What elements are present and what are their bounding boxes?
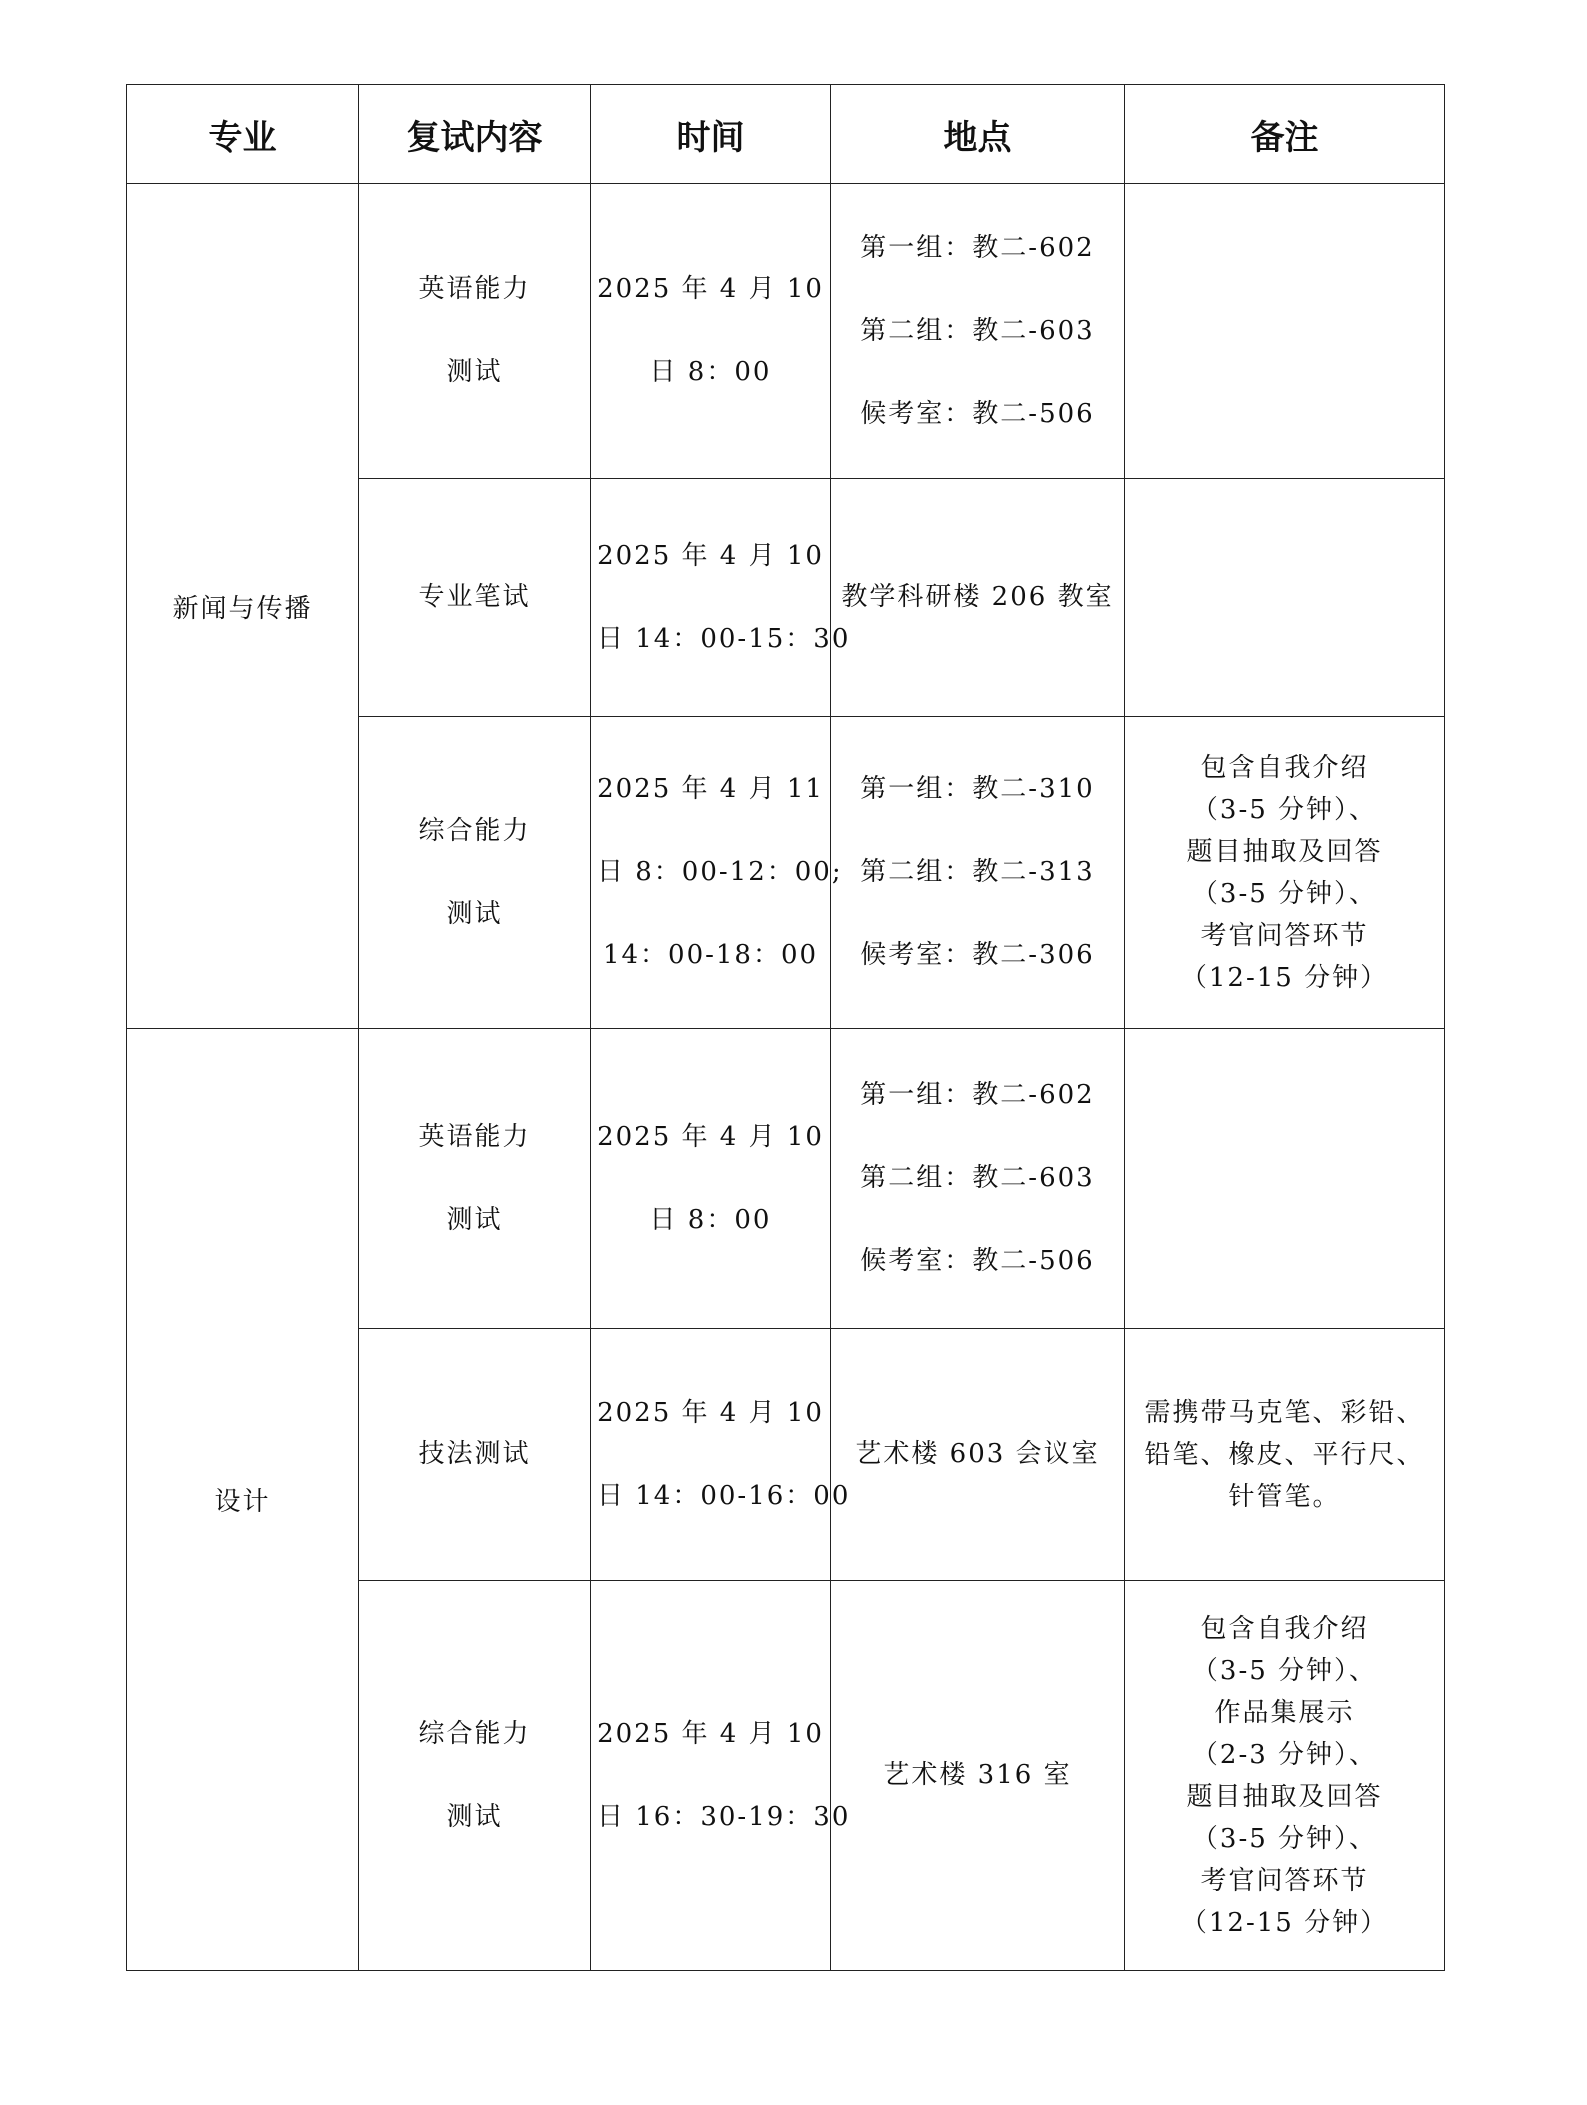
time-cell — [591, 717, 843, 1029]
table-row — [127, 1029, 1445, 1329]
cell-line: 测试 — [446, 1204, 503, 1235]
cell-line: （3-5 分钟）、 — [1191, 1823, 1378, 1854]
place-cell — [831, 1029, 1125, 1329]
header-major: 专业 — [127, 85, 359, 184]
cell-line: 2025 年 4 月 10 — [597, 274, 824, 304]
header-row — [127, 85, 1445, 184]
cell-line: 测试 — [446, 357, 503, 387]
cell-line: （2-3 分钟）、 — [1191, 1739, 1378, 1770]
cell-line: 针管笔。 — [1228, 1481, 1341, 1512]
notes-cell — [1125, 717, 1445, 1029]
cell-line: 测试 — [446, 898, 503, 929]
cell-line: 日 8：00-12：00; — [597, 857, 843, 887]
cell-line: 日 14：00-16：00 — [597, 1480, 851, 1511]
content-cell — [359, 1329, 591, 1581]
cell-line: 作品集展示 — [1214, 1697, 1355, 1728]
cell-line: 考官问答环节 — [1200, 920, 1369, 951]
cell-line: 教学科研楼 206 教室 — [841, 582, 1114, 612]
cell-line: 第二组：教二-603 — [860, 1163, 1095, 1193]
cell-line: 包含自我介绍 — [1200, 1613, 1369, 1644]
header-notes: 备注 — [1125, 85, 1445, 184]
cell-line: 日 8：00 — [649, 1204, 772, 1235]
place-cell — [831, 1581, 1125, 1971]
notes-cell — [1125, 184, 1445, 479]
cell-line: 英语能力 — [418, 1121, 531, 1152]
header-place: 地点 — [831, 85, 1125, 184]
content-cell — [359, 479, 591, 717]
place-cell — [831, 184, 1125, 479]
cell-line: 14：00-18：00 — [602, 940, 819, 970]
cell-line: 候考室：教二-506 — [860, 1246, 1095, 1276]
place-cell — [831, 479, 1125, 717]
cell-line: 2025 年 4 月 10 — [597, 1718, 824, 1749]
cell-line: 技法测试 — [418, 1439, 531, 1469]
time-cell — [591, 184, 831, 479]
table-row — [127, 184, 1445, 479]
notes-cell — [1125, 1329, 1445, 1581]
time-cell — [591, 1581, 851, 1971]
cell-line: 2025 年 4 月 11 — [597, 774, 824, 804]
cell-line: 艺术楼 316 室 — [883, 1760, 1072, 1790]
cell-line: 测试 — [446, 1801, 503, 1832]
header-time: 时间 — [591, 85, 831, 184]
cell-line: 第一组：教二-602 — [860, 1080, 1095, 1110]
content-cell — [359, 184, 591, 479]
place-cell — [831, 1329, 1125, 1581]
cell-line: （3-5 分钟）、 — [1191, 1655, 1378, 1686]
cell-line: 需携带马克笔、彩铅、 — [1144, 1397, 1425, 1428]
time-cell — [591, 1029, 831, 1329]
time-cell — [591, 1329, 851, 1581]
cell-line: 第一组：教二-310 — [860, 774, 1095, 804]
cell-line: 题目抽取及回答 — [1186, 836, 1383, 867]
notes-cell — [1125, 1029, 1445, 1329]
cell-line: 综合能力 — [418, 1718, 531, 1749]
header-content: 复试内容 — [359, 85, 591, 184]
cell-line: （3-5 分钟）、 — [1191, 878, 1378, 909]
content-cell — [359, 1029, 591, 1329]
schedule-body — [127, 184, 1445, 1971]
cell-line: 2025 年 4 月 10 — [597, 1397, 824, 1428]
content-cell — [359, 717, 591, 1029]
cell-line: 候考室：教二-506 — [860, 398, 1095, 429]
cell-line: 候考室：教二-306 — [860, 940, 1095, 970]
cell-line: 2025 年 4 月 10 — [597, 1121, 824, 1152]
notes-cell — [1125, 1581, 1445, 1971]
cell-line: （12-15 分钟） — [1180, 962, 1389, 993]
cell-line: 考官问答环节 — [1200, 1865, 1369, 1896]
cell-line: 第一组：教二-602 — [860, 232, 1095, 263]
place-cell — [831, 717, 1125, 1029]
cell-line: 综合能力 — [418, 815, 531, 846]
cell-line: 日 16：30-19：30 — [597, 1801, 851, 1832]
schedule-table — [126, 84, 1445, 1971]
time-cell — [591, 479, 851, 717]
cell-line: 日 14：00-15：30 — [597, 623, 851, 654]
major-cell: 新闻与传播 — [127, 184, 359, 1029]
cell-line: （12-15 分钟） — [1180, 1907, 1389, 1938]
cell-line: 日 8：00 — [649, 357, 772, 387]
cell-line: 英语能力 — [418, 274, 531, 304]
cell-line: 包含自我介绍 — [1200, 752, 1369, 783]
cell-line: 2025 年 4 月 10 — [597, 540, 824, 571]
cell-line: 第二组：教二-603 — [860, 315, 1095, 346]
cell-line: （3-5 分钟）、 — [1191, 794, 1378, 825]
cell-line: 专业笔试 — [418, 582, 531, 612]
cell-line: 铅笔、橡皮、平行尺、 — [1144, 1439, 1425, 1470]
cell-line: 艺术楼 603 会议室 — [855, 1439, 1100, 1469]
cell-line: 第二组：教二-313 — [860, 857, 1095, 887]
major-cell: 设计 — [127, 1029, 359, 1971]
content-cell — [359, 1581, 591, 1971]
cell-line: 题目抽取及回答 — [1186, 1781, 1383, 1812]
notes-cell — [1125, 479, 1445, 717]
